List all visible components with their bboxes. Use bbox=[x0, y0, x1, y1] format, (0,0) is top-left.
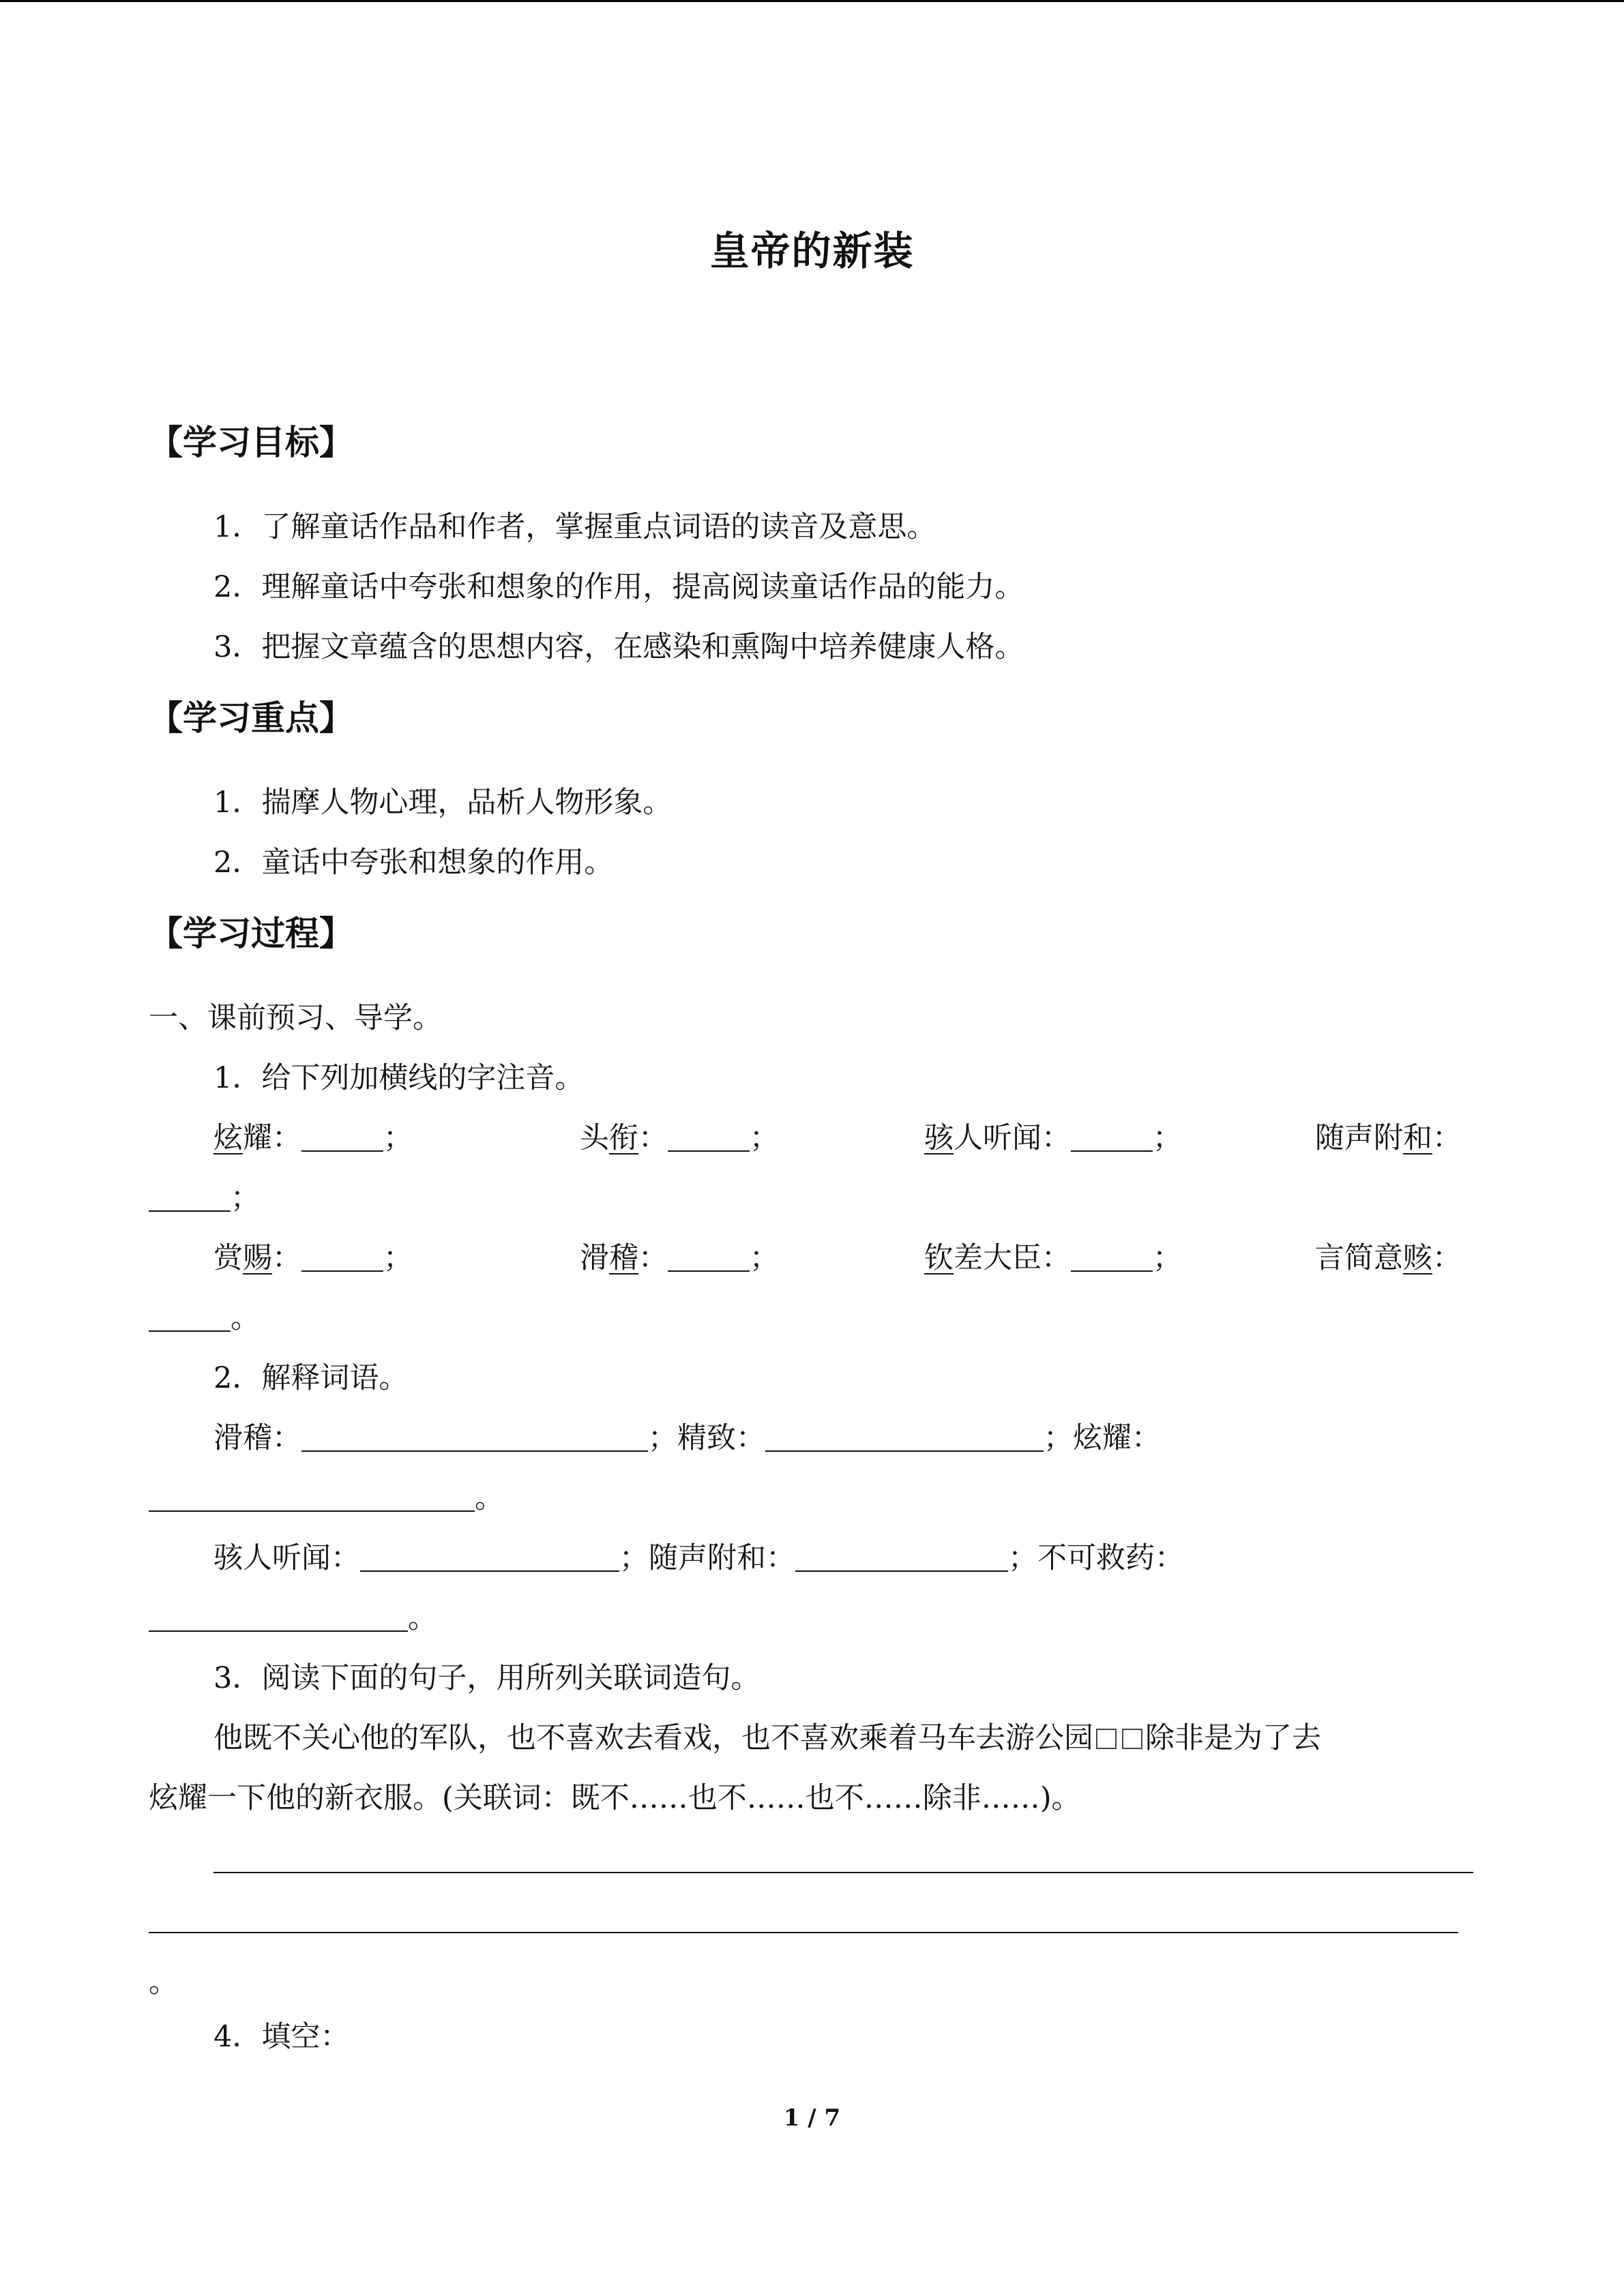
underlined-char: 衔 bbox=[609, 1121, 638, 1155]
underlined-char: 炫 bbox=[213, 1121, 243, 1155]
q3-label: 3．阅读下面的句子，用所列关联词造句。 bbox=[213, 1661, 761, 1695]
pinyin-item-3: 骇人听闻： ； bbox=[924, 1121, 1182, 1155]
answer-line[interactable] bbox=[149, 1932, 1458, 1933]
page-number: 1 / 7 bbox=[783, 2104, 841, 2132]
pinyin-item-7: 钦差大臣： ； bbox=[924, 1241, 1182, 1275]
part1-label: 一、课前预习、导学。 bbox=[149, 1001, 442, 1035]
answer-blank[interactable] bbox=[149, 1600, 408, 1632]
pinyin-item-1: 炫耀： ； bbox=[213, 1121, 413, 1155]
pinyin-item-8-continued: 。 bbox=[149, 1295, 260, 1337]
answer-blank[interactable] bbox=[301, 1240, 383, 1272]
answer-blank[interactable] bbox=[765, 1420, 1044, 1452]
q3-period: 。 bbox=[149, 1965, 178, 1999]
underlined-char: 赐 bbox=[243, 1241, 272, 1275]
answer-blank[interactable] bbox=[149, 1480, 475, 1512]
section-heading-goals: 【学习目标】 bbox=[149, 422, 353, 462]
q2-row-2-continued: 。 bbox=[149, 1595, 437, 1637]
goal-item-3: 3．把握文章蕴含的思想内容，在感染和熏陶中培养健康人格。 bbox=[213, 630, 1024, 664]
pinyin-item-4-continued: ； bbox=[149, 1175, 260, 1217]
focus-item-2: 2．童话中夸张和想象的作用。 bbox=[213, 846, 614, 880]
pinyin-item-5: 赏赐： ； bbox=[213, 1241, 413, 1275]
q4-label: 4．填空： bbox=[213, 2020, 350, 2054]
answer-blank[interactable] bbox=[360, 1540, 619, 1572]
q3-sentence-line-1: 他既不关心他的军队，也不喜欢去看戏，也不喜欢乘着马车去游公园 除非是为了去 bbox=[213, 1721, 1321, 1755]
q2-row-1-continued: 。 bbox=[149, 1475, 504, 1517]
page-title: 皇帝的新装 bbox=[709, 228, 915, 274]
underlined-char: 钦 bbox=[924, 1241, 954, 1275]
underlined-char: 和 bbox=[1403, 1121, 1432, 1155]
q3-sentence-line-2: 炫耀一下他的新衣服。(关联词：既不……也不……也不……除非……)。 bbox=[149, 1781, 1081, 1815]
answer-blank[interactable] bbox=[795, 1540, 1008, 1572]
answer-blank[interactable] bbox=[149, 1180, 231, 1212]
pinyin-item-4: 随声附和： bbox=[1315, 1121, 1462, 1155]
pinyin-item-6: 滑稽： ； bbox=[580, 1241, 779, 1275]
q1-label: 1．给下列加横线的字注音。 bbox=[213, 1061, 585, 1095]
focus-item-1: 1．揣摩人物心理，品析人物形象。 bbox=[213, 786, 673, 820]
placeholder-box bbox=[1096, 1729, 1117, 1749]
q2-row-1: 滑稽： ；精致： ；炫耀： bbox=[213, 1421, 1161, 1455]
section-heading-focus: 【学习重点】 bbox=[149, 698, 353, 738]
underlined-char: 赅 bbox=[1403, 1241, 1432, 1275]
goal-item-1: 1．了解童话作品和作者，掌握重点词语的读音及意思。 bbox=[213, 510, 936, 544]
answer-blank[interactable] bbox=[668, 1120, 750, 1152]
answer-blank[interactable] bbox=[301, 1120, 383, 1152]
goal-item-2: 2．理解童话中夸张和想象的作用，提高阅读童话作品的能力。 bbox=[213, 570, 1024, 604]
q2-row-2: 骇人听闻： ；随声附和： ；不可救药： bbox=[213, 1541, 1184, 1575]
section-heading-process: 【学习过程】 bbox=[149, 913, 353, 953]
underlined-char: 稽 bbox=[609, 1241, 638, 1275]
answer-blank[interactable] bbox=[301, 1420, 648, 1452]
pinyin-item-8: 言简意赅： bbox=[1315, 1241, 1462, 1275]
answer-blank[interactable] bbox=[1071, 1240, 1153, 1272]
answer-blank[interactable] bbox=[668, 1240, 750, 1272]
answer-line[interactable] bbox=[213, 1872, 1473, 1873]
answer-blank[interactable] bbox=[1071, 1120, 1153, 1152]
answer-blank[interactable] bbox=[149, 1300, 231, 1332]
q2-label: 2．解释词语。 bbox=[213, 1361, 409, 1395]
underlined-char: 骇 bbox=[924, 1121, 954, 1155]
pinyin-item-2: 头衔： ； bbox=[580, 1121, 779, 1155]
placeholder-box bbox=[1122, 1729, 1142, 1749]
